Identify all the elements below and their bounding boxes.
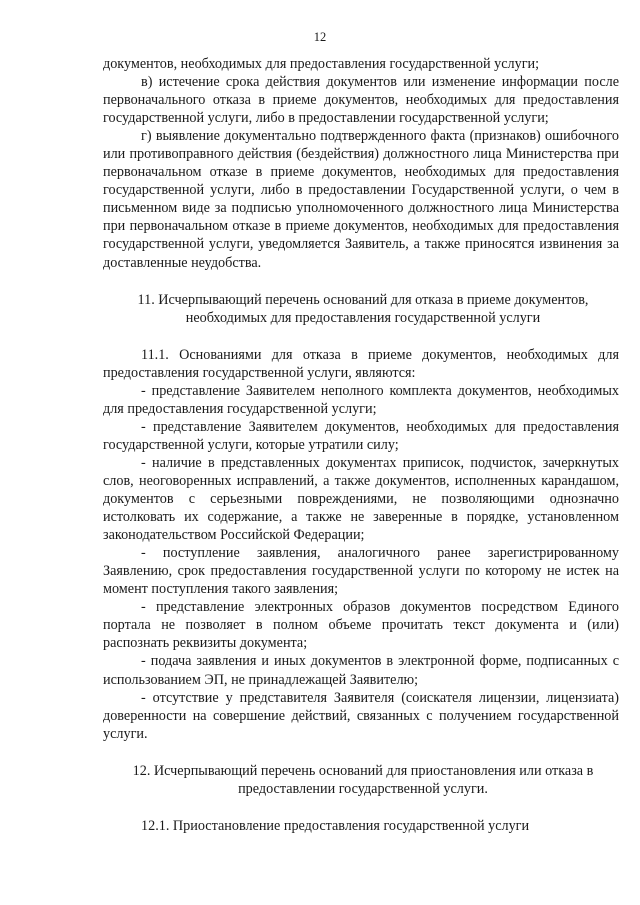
section-heading-11: 11. Исчерпывающий перечень оснований для отказа в приеме документов, необходимых для предоставления государственной услуги <box>137 291 589 326</box>
list-item-electronic-signature: - подача заявления и иных документов в электронной форме, подписанных с использованием ЭП, не принадлежащей Заявителю; <box>103 653 619 688</box>
paragraph-item-g: г) выявление документально подтвержденного факта (признаков) ошибочного или противоправного действия (бездействия) должностного лица Министерства при первоначальном отказе в приеме документов, необходимых для предоставления государственной услуги, либо в предоставлении Государственной услуги, о чем в письменном виде за подписью уполномоченного должностного лица Министерства при первоначальном отказе в приеме документов, необходимых для предоставления государственной услуги, уведомляется Заявитель, а также приносятся извинения за доставленные неудобства. <box>103 128 619 271</box>
list-item-power-of-attorney: - отсутствие у представителя Заявителя (соискателя лицензии, лицензиата) доверенности на совершение действий, связанных с получением государственной услуги. <box>103 689 619 742</box>
list-item-corrections: - наличие в представленных документах приписок, подчисток, зачеркнутых слов, неоговоренных исправлений, а также документов, исполненных карандашом, документов с серьезными повреждениями, не позволяющими однозначно истолковать их содержание, а также не заверенные в порядке, установленном законодательством Российской Федерации; <box>103 454 619 544</box>
list-item-incomplete-documents: - представление Заявителем неполного комплекта документов, необходимых для предоставления государственной услуги; <box>103 382 619 417</box>
paragraph-11-1: 11.1. Основаниями для отказа в приеме документов, необходимых для предоставления государственной услуги, являются: <box>103 346 619 381</box>
list-item-expired-documents: - представление Заявителем документов, необходимых для предоставления государственной услуги, которые утратили силу; <box>103 418 619 453</box>
list-item-duplicate-application: - поступление заявления, аналогичного ранее зарегистрированному Заявлению, срок предоставления государственной услуги по которому не истек на момент поступления такого заявления; <box>103 545 619 598</box>
document-body <box>103 55 619 835</box>
paragraph-12-1: 12.1. Приостановление предоставления государственной услуги <box>141 817 530 834</box>
paragraph-continuation: документов, необходимых для предоставления государственной услуги; <box>103 56 540 72</box>
section-heading-12: 12. Исчерпывающий перечень оснований для приостановления или отказа в предоставлении государственной услуги. <box>132 762 594 797</box>
paragraph-item-v: в) истечение срока действия документов или изменение информации после первоначального отказа в приеме документов, необходимых для предоставления государственной услуги, либо в предоставлении государственной услуги; <box>103 74 619 127</box>
list-item-electronic-images: - представление электронных образов документов посредством Единого портала не позволяет в полном объеме прочитать текст документа и (или) распознать реквизиты документа; <box>103 599 619 652</box>
page-number: 12 <box>313 30 327 44</box>
